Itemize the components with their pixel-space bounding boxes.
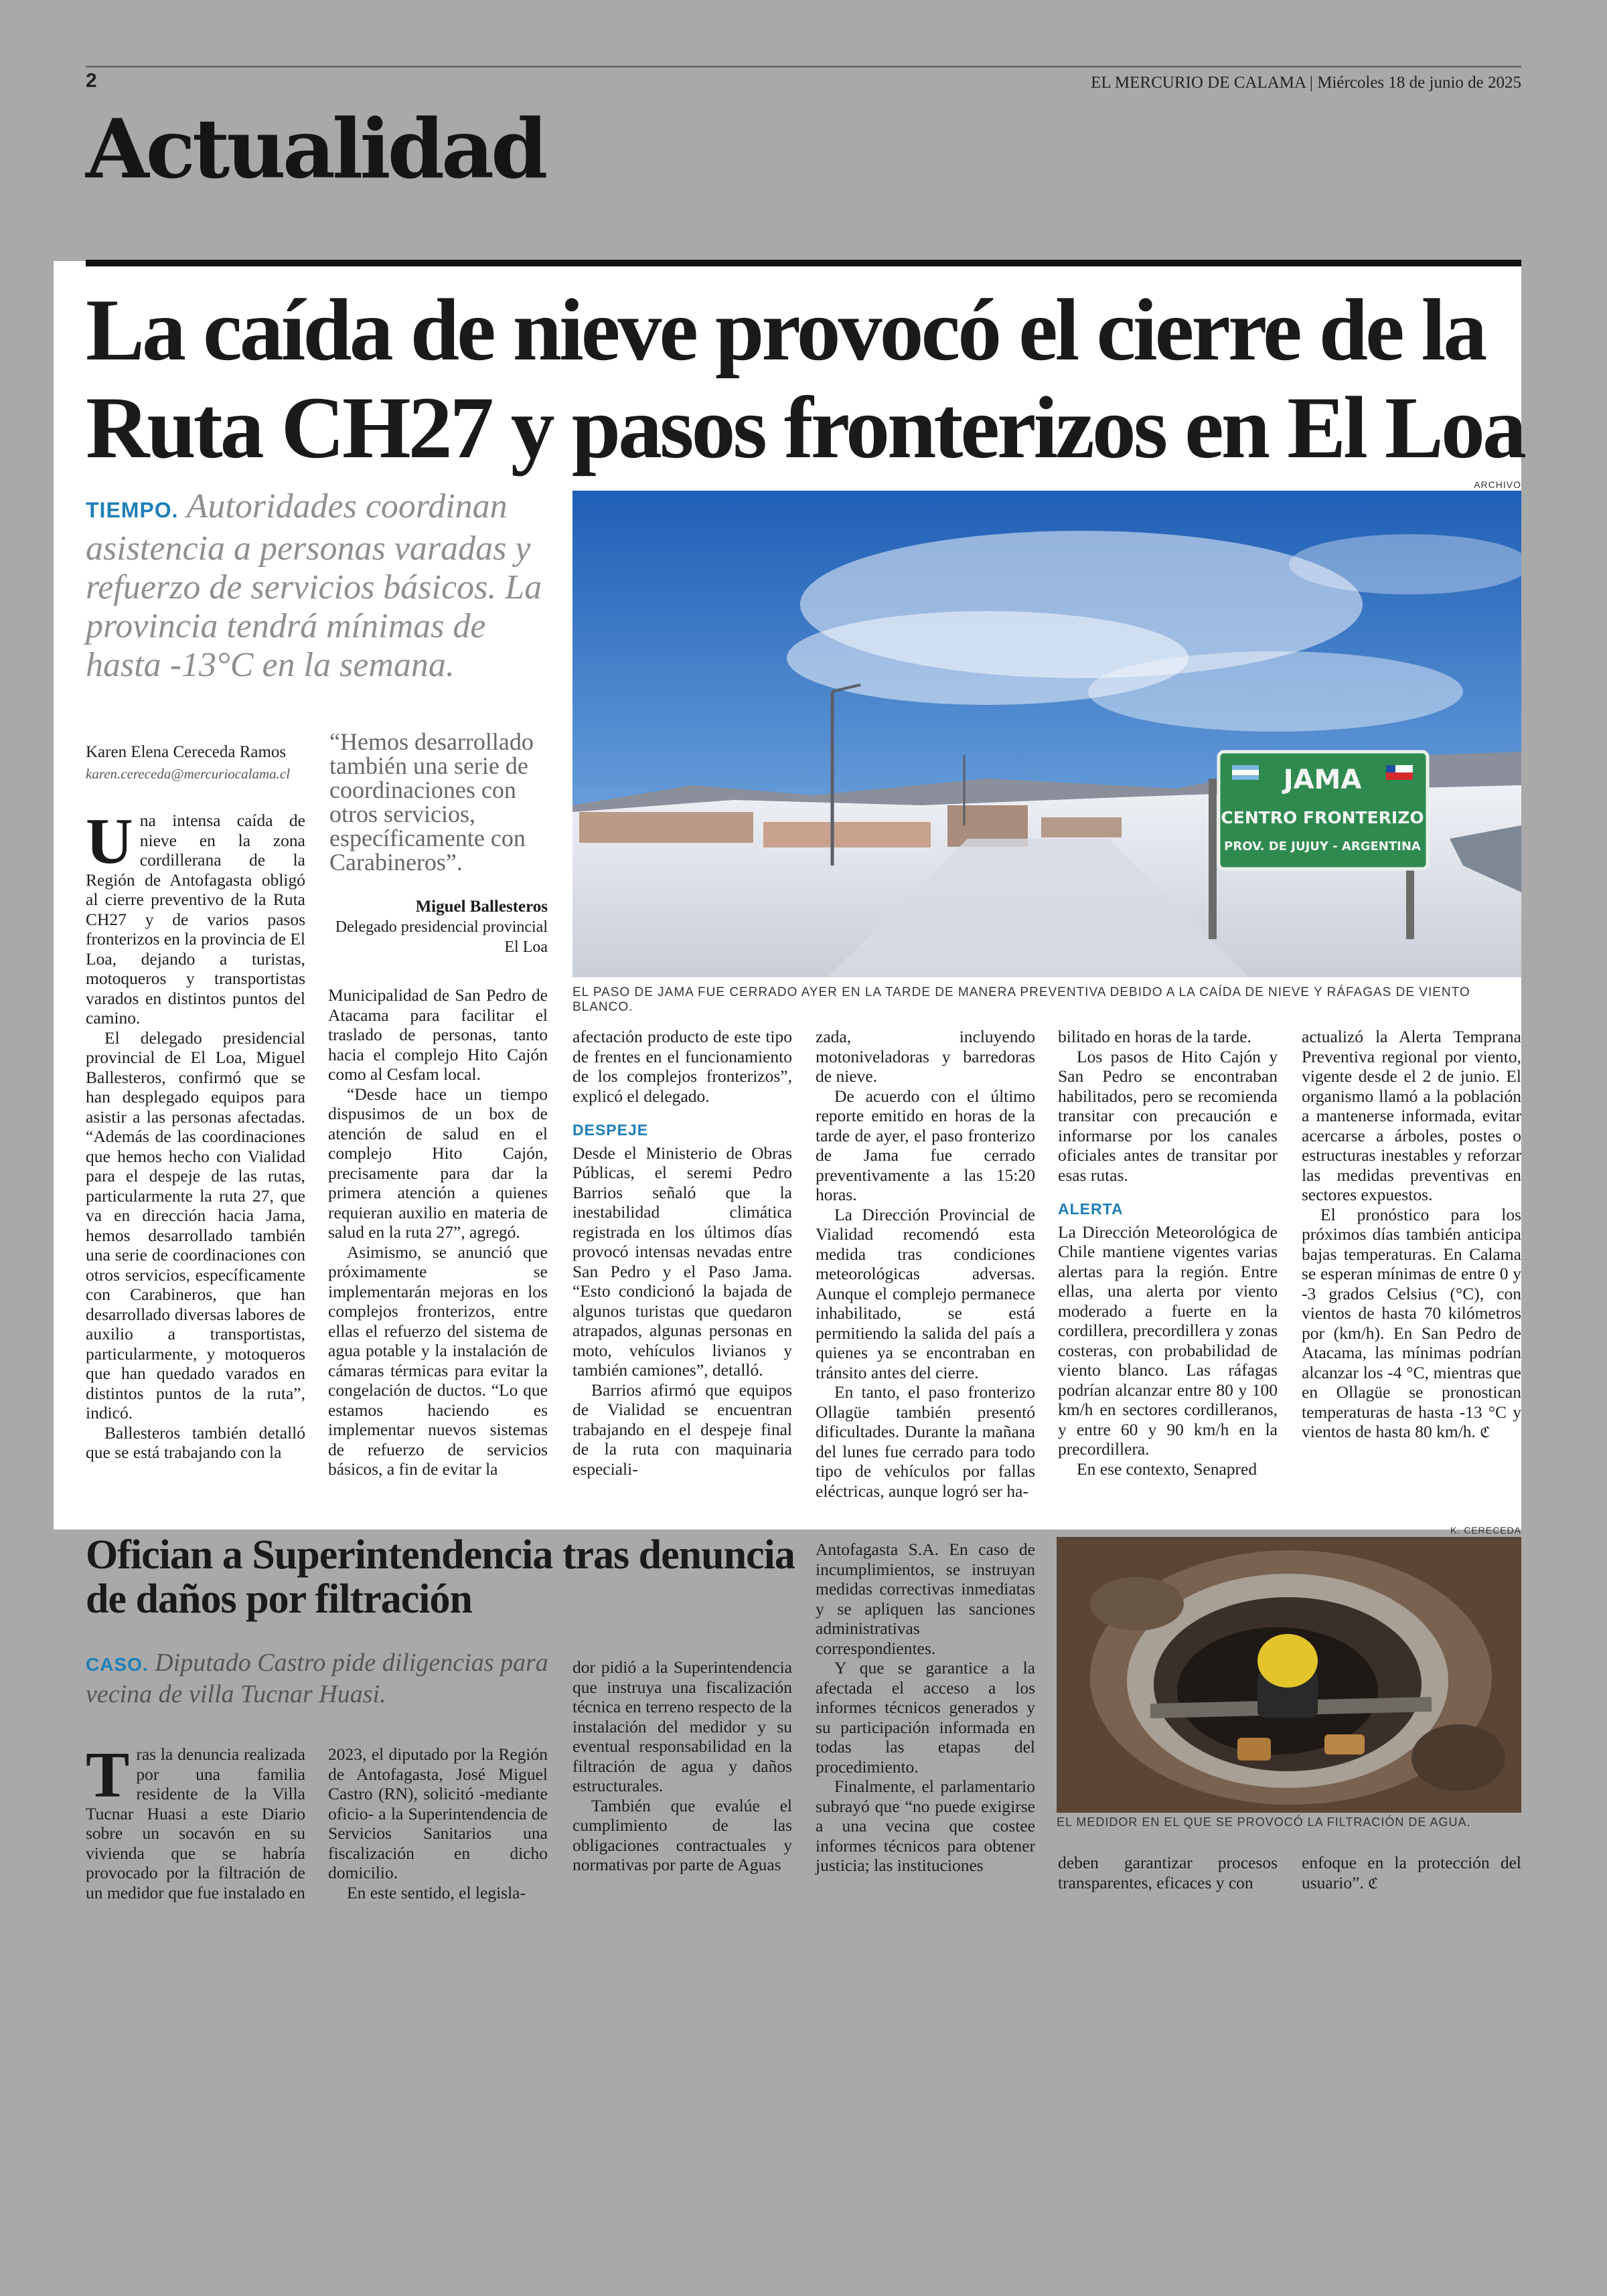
photo-caption: EL PASO DE JAMA FUE CERRADO AYER EN LA TARDE DE MANERA PREVENTIVA DEBIDO A LA CAÍDA DE NIEVE Y RÁFAGAS DE VIENTO BLANCO. [572, 985, 1470, 1014]
column-4-p3: La Dirección Provincial de Vialidad recomendó esta medida tras condiciones meteorológicas adversas. Aunque el complejo permanece inhabilitado, se está permitiendo la salida del país a quienes ya se encontraban en tránsito antes del cierre. [816, 1204, 1035, 1382]
column-5-p1: bilitado en horas de la tarde. [1058, 1027, 1251, 1046]
column-3-p1: afectación producto de este tipo de frentes en el funcionamiento de los complejos fronterizos”, explicó el delegado. [572, 1027, 792, 1106]
article-top-rule [86, 260, 1521, 266]
column-6-p2-text: El pronóstico para los próximos días también anticipa bajas temperaturas. En Calama se esperan mínimas de entre 0 y -3 grados Celsius (°C), con vientos de hasta 70 kilómetros por (km/h). En San Pedro de Atacama, las mínimas podrían alcanzar los -4 °C, mientras que en Ollagüe se pronostican temperaturas de hasta -13 °C y vientos de hasta 80 km/h. [1302, 1204, 1521, 1441]
second-article-lede [86, 1648, 568, 1709]
second-column-4-p2: Y que se garantice a la afectada el acceso a los informes técnicos generados y su participación informada en todas las etapas del procedimiento. [816, 1658, 1035, 1777]
byline [86, 742, 327, 785]
article-column-1 [86, 805, 305, 1463]
column-3-p2: Desde el Ministerio de Obras Públicas, el seremi Pedro Barrios señaló que la inestabilidad climática registrada en los últimos días provocó intensas nevadas entre San Pedro y el Paso Jama. “Esto condicionó la bajada de algunos turistas que quedaron atrapados, algunas personas en moto, vehículos livianos y también camiones”, detalló. [572, 1143, 792, 1380]
sign-line-1: JAMA [1283, 764, 1362, 795]
snow-landscape-image [572, 491, 1521, 977]
column-4-p2: De acuerdo con el último reporte emitido en horas de la tarde de ayer, el paso fronterizo de Jama fue cerrado preventivamente a las 15:20 horas. [816, 1086, 1035, 1204]
section-title: Actualidad [86, 100, 545, 197]
second-column-2-p1: 2023, el diputado por la Región de Antofagasta, José Miguel Castro (RN), solicitó -mediante oficio- a la Superintendencia de Servicios Sanitarios una fiscalización en dicho domicilio. [328, 1744, 548, 1882]
photo-credit: ARCHIVO [1474, 479, 1521, 490]
article-column-2 [328, 985, 548, 1479]
second-column-6-text: enfoque en la protección del usuario”. [1302, 1853, 1521, 1892]
column-6-p1: actualizó la Alerta Temprana Preventiva regional por viento, vigente desde el 2 de junio. El organismo llamó a la población a mantenerse informada, evitar acercarse a árboles, postes o estructuras inestables y reforzar las medidas preventivas en sectores expuestos. [1302, 1027, 1521, 1204]
author-email[interactable]: karen.cereceda@mercuriocalama.cl [86, 766, 291, 782]
page-number: 2 [86, 70, 97, 92]
second-article-column-3 [572, 1657, 792, 1875]
meter-photo [1057, 1537, 1521, 1813]
sign-line-2: CENTRO FRONTERIZO [1221, 808, 1424, 827]
second-column-3-p2: También que evalúe el cumplimiento de las obligaciones contractuales y normativas por parte de Aguas [572, 1795, 792, 1874]
second-end-mark-icon: ℭ [1368, 1875, 1379, 1892]
second-column-5-p1: deben garantizar procesos transparentes, eficaces y con [1058, 1853, 1278, 1892]
masthead-separator: | [1309, 74, 1318, 92]
column-4-p4: En tanto, el paso fronterizo Ollagüe también presentó dificultades. Durante la mañana del lunes fue cerrado para todo tipo de vehículos por fallas eléctricas, aunque logró ser ha- [816, 1382, 1035, 1501]
column-4-p1: zada, incluyendo motoniveladoras y barredoras de nieve. [816, 1027, 1035, 1086]
article-column-3 [572, 1027, 792, 1479]
snow-photo [572, 491, 1521, 977]
article-lede [86, 487, 554, 685]
second-column-2-p2: En este sentido, el legisla- [347, 1882, 526, 1902]
column-1-p2: El delegado presidencial provincial de El Loa, Miguel Ballesteros, confirmó que se han desplegado equipos para asistir a las personas afectadas. “Además de las coordinaciones que hemos hecho con Vialidad para el despeje de las rutas, particularmente la ruta 27, que va en dirección hacia Jama, hemos desarrollado también una serie de coordinaciones con otros servicios, específicamente con Carabineros, que han desarrollado diversas labores de auxilio a transportistas, particularmente, y motoqueros que han quedado varados en distintos puntos de la ruta”, indicó. [86, 1028, 305, 1422]
article-headline: La caída de nieve provocó el cierre de la Ruta CH27 y pasos fronterizos en El Loa [86, 280, 1524, 477]
second-column-3-p1: dor pidió a la Superintendencia que instruya una fiscalización técnica en terreno respecto de la instalación del medidor y su eventual responsabilidad en la filtración de agua y daños estructurales. [572, 1657, 792, 1795]
second-article-column-1 [86, 1739, 305, 1902]
second-drop-cap: T [86, 1739, 130, 1811]
column-2-p1: Municipalidad de San Pedro de Atacama para facilitar el traslado de personas, tanto hacia el complejo Hito Cajón como al Cesfam local. [328, 985, 548, 1084]
pull-quote: “Hemos desarrollado también una serie de coordinaciones con otros servicios, específicamente con Carabineros”. [329, 728, 534, 876]
column-6-p2 [1302, 1205, 1521, 1443]
second-article-column-6 [1302, 1853, 1521, 1894]
second-lede-text: Diputado Castro pide diligencias para vecina de villa Tucnar Huasi. [86, 1649, 548, 1708]
column-5-p3: La Dirección Meteorológica de Chile mantiene vigentes varias alertas para la región. Entre ellas, una alerta por viento moderado a fuerte en la cordillera, precordillera y zonas costeras, con probabilidad de viento blanco. Las ráfagas podrían alcanzar entre 80 y 100 km/h en sectores cordilleranos, y entre 60 y 90 km/h en la precordillera. [1058, 1222, 1278, 1459]
author-name: Karen Elena Cereceda Ramos [86, 743, 287, 761]
quote-author-name: Miguel Ballesteros [415, 898, 548, 916]
second-article-column-4 [816, 1540, 1035, 1876]
column-2-p2: “Desde hace un tiempo dispusimos de un box de atención de salud en el complejo Hito Cajón, precisamente para dar la primera atención a quienes requieran auxilio en materia de salud en la ruta 27”, agregó. [328, 1084, 548, 1242]
newspaper-name: EL MERCURIO DE CALAMA [1091, 74, 1306, 92]
second-photo-credit: K. CERECEDA [1450, 1525, 1521, 1536]
column-2-p3: Asimismo, se anunció que próximamente se implementarán mejoras en los complejos fronterizos, entre ellas el refuerzo del sistema de agua potable y la instalación de cámaras térmicas para evitar la congelación de ductos. “Lo que estamos haciendo es implementar nuevos sistemas de refuerzo de servicios básicos, a fin de evitar la [328, 1242, 548, 1479]
subhead-despeje: DESPEJE [572, 1121, 649, 1139]
column-1-p1: na intensa caída de nieve en la zona cordillerana de la Región de Antofagasta obligó al cierre preventivo de la Ruta CH27 y de varios pasos fronterizos en la provincia de El Loa, dejando a turistas, motoqueros y transportistas varados en distintos puntos del camino. [86, 811, 305, 1028]
article-column-6 [1302, 1027, 1521, 1443]
second-column-4-p1: Antofagasta S.A. En caso de incumplimientos, se instruyan medidas correctivas inmediatas y se apliquen las sanciones administrativas correspondientes. [816, 1540, 1035, 1658]
top-rule [86, 66, 1521, 68]
sign-line-3: PROV. DE JUJUY - ARGENTINA [1224, 839, 1421, 853]
pull-quote-attribution [329, 897, 548, 957]
column-3-p3: Barrios afirmó que equipos de Vialidad se encuentran trabajando en el despeje final de la ruta con maquinaria especiali- [572, 1380, 792, 1479]
column-1-opening [86, 805, 305, 1028]
column-5-p4: En ese contexto, Senapred [1077, 1459, 1257, 1479]
second-column-4-p3: Finalmente, el parlamentario subrayó que “no puede exigirse a una vecina que costee informes técnicos para obtener justicia; las instituciones [816, 1777, 1035, 1875]
second-column-1-opening [86, 1739, 305, 1902]
subhead-alerta: ALERTA [1058, 1200, 1124, 1218]
second-photo-caption: EL MEDIDOR EN EL QUE SE PROVOCÓ LA FILTRACIÓN DE AGUA. [1057, 1815, 1471, 1829]
masthead [1091, 74, 1521, 92]
lede-kicker: TIEMPO. [86, 498, 179, 522]
issue-date: Miércoles 18 de junio de 2025 [1317, 74, 1521, 92]
article-column-5 [1058, 1027, 1278, 1479]
second-article-headline: Ofician a Superintendencia tras denuncia de daños por filtración [86, 1532, 795, 1622]
quote-author-role: Delegado presidencial provincial El Loa [335, 918, 548, 956]
article-column-4 [816, 1027, 1035, 1501]
drop-cap: U [86, 805, 133, 878]
second-lede-kicker: CASO. [86, 1654, 149, 1675]
second-column-1-p1: ras la denuncia realizada por una familia residente de la Villa Tucnar Huasi a este Diario sobre un socavón en su vivienda que se habría provocado por la filtración de un medidor que fue instalado en [86, 1744, 305, 1902]
second-article-column-5 [1058, 1853, 1278, 1892]
end-mark-icon: ℭ [1480, 1424, 1490, 1441]
second-column-6-p1 [1302, 1853, 1521, 1894]
second-article-column-2 [328, 1744, 548, 1902]
lede-text: Autoridades coordinan asistencia a personas varadas y refuerzo de servicios básicos. La provincia tendrá mínimas de hasta -13°C en la semana. [86, 487, 542, 684]
column-5-p2: Los pasos de Hito Cajón y San Pedro se encontraban habilitados, pero se recomienda transitar con precaución e informarse por los canales oficiales antes de transitar por esas rutas. [1058, 1046, 1278, 1185]
water-meter-image [1057, 1537, 1521, 1813]
column-1-p3: Ballesteros también detalló que se está trabajando con la [86, 1422, 305, 1462]
